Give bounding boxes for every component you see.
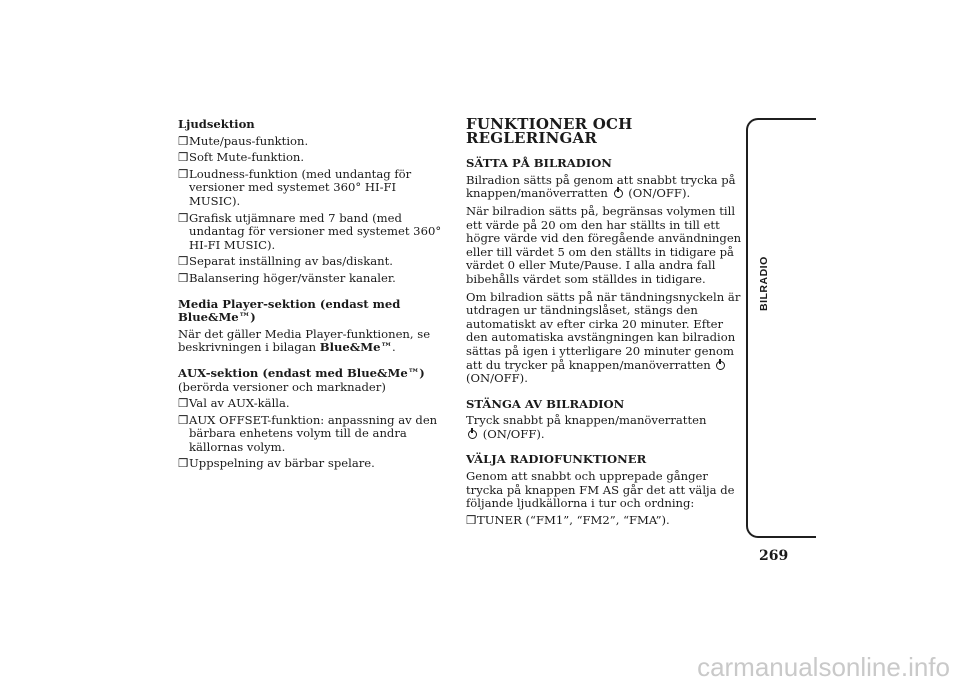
checkbox-bullet-icon: ❒ [178,254,189,269]
list-item: ❒ TUNER (“FM1”, “FM2”, “FMA”). [466,512,670,527]
aux-subheading: (berörda versioner och marknader) [178,379,386,394]
list-item: ❒ Grafisk utjämnare med 7 band (med undantag för versioner med systemet 360° HI-FI MUSIC). [178,210,442,252]
chapter-tab [746,118,816,538]
list-item: ❒ Balansering höger/vänster kanaler. [178,270,396,285]
ljud-heading: Ljudsektion [178,117,255,131]
list-item: ❒ Soft Mute-funktion. [178,150,305,165]
list-item: ❒ Val av AUX-källa. [178,396,290,411]
media-heading: Media Player-sektion (endast med Blue&Me™) [178,296,401,325]
checkbox-bullet-icon: ❒ [178,456,189,471]
power-icon [468,430,477,439]
checkbox-bullet-icon: ❒ [466,512,477,527]
media-bold: Blue&Me™ [319,340,393,355]
watermark: carmanualsonline.info [697,652,950,682]
list-item: ❒ AUX OFFSET-funktion: anpassning av den bärbara enhetens volym till de andra källornas volym. [178,412,438,454]
power-icon [614,189,623,198]
checkbox-bullet-icon: ❒ [178,210,189,225]
checkbox-bullet-icon: ❒ [178,412,189,427]
checkbox-bullet-icon: ❒ [178,150,189,165]
s2-heading: STÄNGA AV BILRADION [466,396,625,411]
right-column [466,115,748,527]
list-item: ❒ Uppspelning av bärbar spelare. [178,456,375,471]
power-icon [716,361,725,370]
list-item: ❒ Mute/paus-funktion. [178,133,309,148]
list-item: ❒ Loudness-funktion (med undantag för versioner med systemet 360° HI-FI MUSIC). [178,166,412,208]
s2-paragraph-1: Tryck snabbt på knappen/manöverratten (ON/OFF). [466,413,707,441]
media-text: När det gäller Media Player-funktionen, se beskrivningen i bilagan Blue&Me™. [178,326,431,355]
s1-paragraph-2: När bilradion sätts på, begränsas volymen till ett värde på 20 om den har ställts in till ett högre värde vid den föregående användningen eller till värdet 5 om den ställts in tidigare på värdet 0 eller Mute/Pause. I alla andra fall bibehålls värdet som ställdes in tidigare. [466,203,742,286]
chapter-tab-label: BILRADIO [758,256,770,311]
checkbox-bullet-icon: ❒ [178,270,189,285]
section-title: FUNKTIONER OCH REGLERINGAR [466,115,633,147]
checkbox-bullet-icon: ❒ [178,396,189,411]
s1-paragraph-1: Bilradion sätts på genom att snabbt trycka på knappen/manöverratten (ON/OFF). [466,172,736,201]
s1-paragraph-3: Om bilradion sätts på när tändningsnyckeln är utdragen ur tändningslåset, stängs den automatiskt av efter cirka 20 minuter. Efter den automatiska avstängningen kan bilradion sättas på igen i ytterligare 20 minuter genom att du trycker på knappen/manöverratten (ON/OFF). [466,289,741,386]
aux-heading: AUX-sektion (endast med Blue&Me™) [178,365,425,380]
checkbox-bullet-icon: ❒ [178,133,189,148]
checkbox-bullet-icon: ❒ [178,166,189,181]
s3-heading: VÄLJA RADIOFUNKTIONER [466,452,647,467]
list-item: ❒ Separat inställning av bas/diskant. [178,254,393,269]
page-number: 269 [759,548,789,564]
s3-paragraph-1: Genom att snabbt och upprepade gånger trycka på knappen FM AS går det att välja de följande ljudkällorna i tur och ordning: [466,469,735,511]
left-column [178,118,450,471]
s1-heading: SÄTTA PÅ BILRADION [466,156,612,171]
